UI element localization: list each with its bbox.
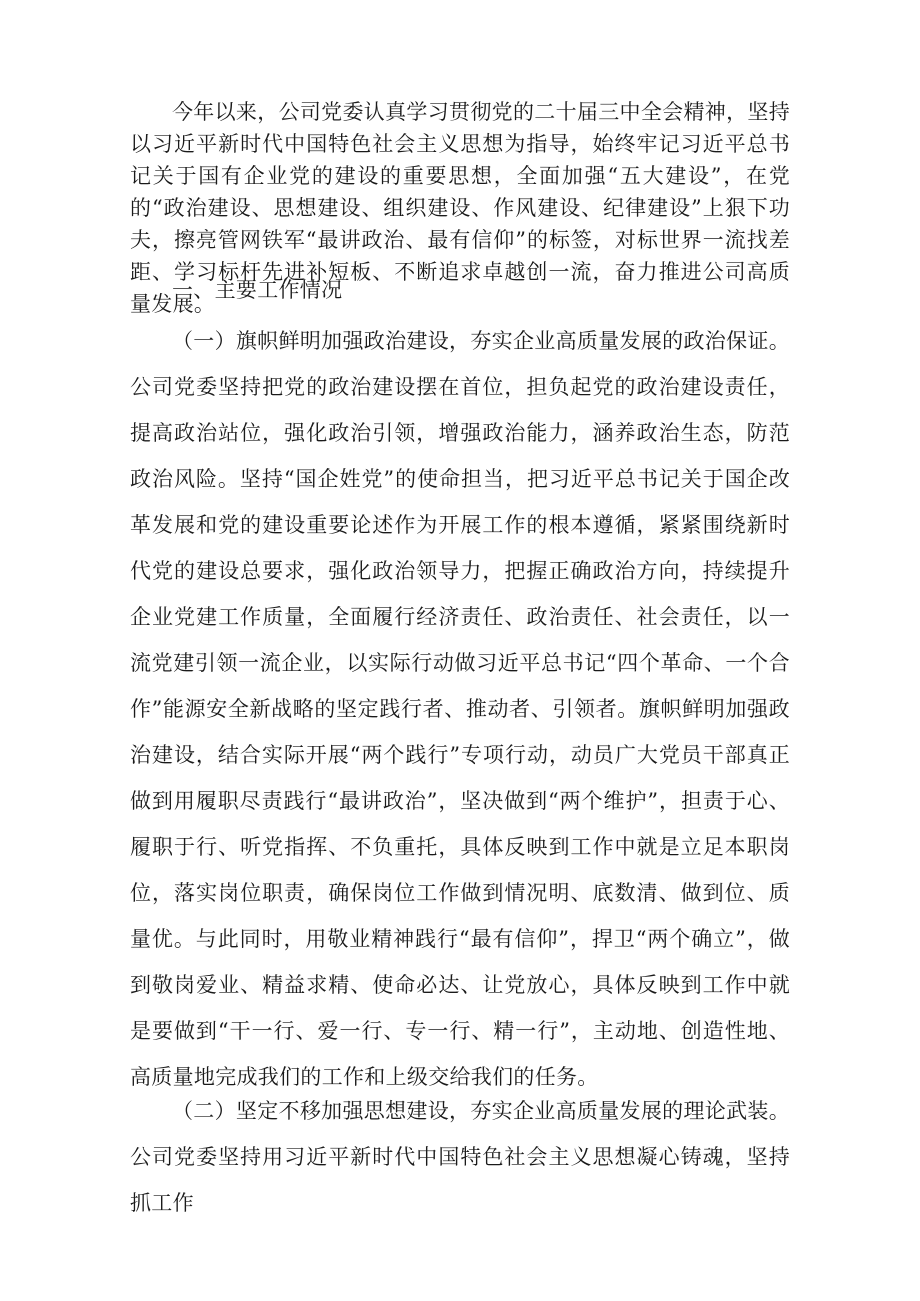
- section-1-paragraph: （一）旗帜鲜明加强政治建设，夯实企业高质量发展的政治保证。公司党委坚持把党的政治建设摆在首位，担负起党的政治建设责任，提高政治站位，强化政治引领，增强政治能力，涵养政治生态，防范政治风险。坚持“国企姓党”的使命担当，把习近平总书记关于国企改革发展和党的建设重要论述作为开展工作的根本遵循，紧紧围绕新时代党的建设总要求，强化政治领导力，把握正确政治方向，持续提升企业党建工作质量，全面履行经济责任、政治责任、社会责任，以一流党建引领一流企业，以实际行动做习近平总书记“四个革命、一个合作”能源安全新战略的坚定践行者、推动者、引领者。旗帜鲜明加强政治建设，结合实际开展“两个践行”专项行动，动员广大党员干部真正做到用履职尽责践行“最讲政治”，坚决做到“两个维护”，担责于心、履职于行、听党指挥、不负重托，具体反映到工作中就是立足本职岗位，落实岗位职责，确保岗位工作做到情况明、底数清、做到位、质量优。与此同时，用敬业精神践行“最有信仰”，捍卫“两个确立”，做到敬岗爱业、精益求精、使命必达、让党放心，具体反映到工作中就是要做到“干一行、爱一行、专一行、精一行”，主动地、创造性地、高质量地完成我们的工作和上级交给我们的任务。: [130, 329, 790, 1089]
- section-heading: 一、主要工作情况: [172, 278, 343, 302]
- intro-paragraph: 今年以来，公司党委认真学习贯彻党的二十届三中全会精神，坚持以习近平新时代中国特色社会主义思想为指导，始终牢记习近平总书记关于国有企业党的建设的重要思想，全面加强“五大建设”，在党的“政治建设、思想建设、组织建设、作风建设、纪律建设”上狠下功夫，擦亮管网铁军“最讲政治、最有信仰”的标签，对标世界一流找差距、学习标杆先进补短板、不断追求卓越创一流，奋力推进公司高质量发展。: [130, 100, 790, 316]
- section-2-paragraph: （二）坚定不移加强思想建设，夯实企业高质量发展的理论武装。公司党委坚持用习近平新时代中国特色社会主义思想凝心铸魂，坚持抓工作: [130, 1099, 790, 1215]
